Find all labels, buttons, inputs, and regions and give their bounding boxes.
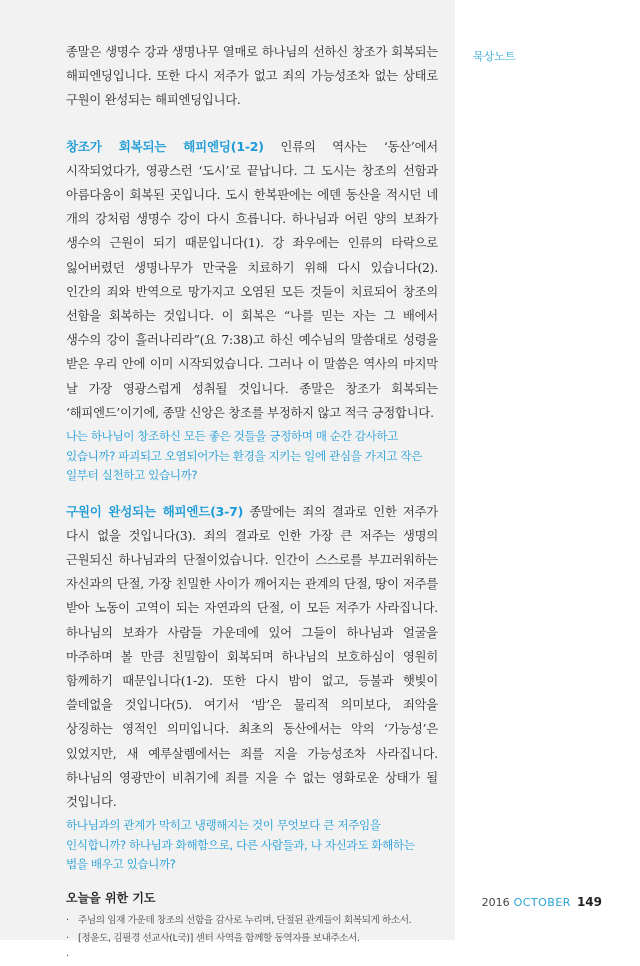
- article-content: [66, 40, 438, 966]
- section-2-paragraph: [66, 500, 438, 815]
- section-1-body: 인류의 역사는 ‘동산’에서 시작되었다가, 영광스런 ‘도시’로 끝납니다. 그 도시는 창조의 선함과 아름다움이 회복된 곳입니다. 도시 한복판에는 에덴 동산을 적시던 네 개의 강처럼 생명수 강이 다시 흐릅니다. 하나님과 어린 양의 보좌가 생수의 근원이 되기 때문입니다(1). 강 좌우에는 인류의 타락으로 잃어버렸던 생명나무가 만국을 치료하기 위해 다시 있습니다(2). 인간의 죄와 반역으로 망가지고 오염된 모든 것들이 치료되어 창조의 선함을 회복하는 것입니다. 이 회복은 “나를 믿는 자는 그 배에서 생수의 강이 흘러나리라”(요 7:38)고 하신 예수님의 말씀대로 성령을 받은 우리 안에 이미 시작되었습니다. 그러나 이 말씀은 역사의 마지막 날 가장 영광스럽게 성취될 것입니다. 종말은 창조가 회복되는 ‘해피엔드’이기에, 종말 신앙은 창조를 부정하지 않고 적극 긍정합니다.: [66, 139, 438, 420]
- prayer-item: [66, 912, 438, 930]
- section-2-body: 종말에는 죄의 결과로 인한 저주가 다시 없을 것입니다(3). 죄의 결과로 인한 가장 큰 저주는 생명의 근원되신 하나님과의 단절이었습니다. 인간이 스스로를 부끄러워하는 자신과의 단절, 가장 친밀한 사이가 깨어지는 관계의 단절, 땅이 저주를 받아 노동이 고역이 되는 자연과의 단절, 이 모든 저주가 사라집니다. 하나님의 보좌가 사람들 가운데에 있어 그들이 하나님과 얼굴을 마주하며 볼 만큼 친밀함이 회복되며 하나님의 보호하심이 영원히 함께하기 때문입니다(1-2). 또한 다시 밤이 없고, 등불과 햇빛이 쓸데없을 것입니다(5). 여기서 ‘밤’은 물리적 의미보다, 죄악을 상징하는 영적인 의미입니다. 최초의 동산에서는 악의 ‘가능성’은 있었지만, 새 예루살렘에서는 죄를 지을 가능성조차 사라집니다. 하나님의 영광만이 비취기에 죄를 지을 수 없는 영화로운 상태가 될 것입니다.: [66, 504, 438, 809]
- section-2-heading: 구원이 완성되는 해피엔드(3-7): [66, 503, 244, 519]
- page-footer: [482, 895, 602, 909]
- bullet-icon: ·: [66, 950, 69, 962]
- sidebar-label: 묵상노트: [473, 50, 516, 63]
- section-1-reflection: 나는 하나님이 창조하신 모든 좋은 것들을 긍정하며 매 순간 감사하고 있습니까? 파괴되고 오염되어가는 환경을 지키는 일에 관심을 가지고 작은 일부터 실천하고 있습니까?: [66, 429, 423, 483]
- bullet-icon: ·: [66, 932, 69, 944]
- prayer-list: [66, 912, 438, 966]
- bullet-icon: ·: [66, 914, 69, 926]
- section-1-heading: 창조가 회복되는 해피엔딩(1-2): [66, 138, 264, 154]
- prayer-item: [66, 930, 438, 948]
- prayer-title: 오늘을 위한 기도: [66, 890, 156, 905]
- section-2-reflection: 하나님과의 관계가 막히고 냉랭해지는 것이 무엇보다 큰 저주임을 인식합니까? 하나님과 화해함으로, 다른 사람들과, 나 자신과도 화해하는 법을 배우고 있습니까?: [66, 818, 415, 872]
- prayer-item-text: 주님의 임재 가운데 창조의 선함을 감사로 누리며, 단절된 관계들이 회복되게 하소서.: [78, 914, 412, 926]
- prayer-item: [66, 948, 438, 966]
- prayer-item-text: [정윤도, 김필경 선교사(L국)] 센터 사역을 함께할 동역자를 보내주소서.: [78, 932, 360, 944]
- footer-year: 2016: [481, 896, 510, 909]
- intro-paragraph: 종말은 생명수 강과 생명나무 열매로 하나님의 선하신 창조가 회복되는 해피엔딩입니다. 또한 다시 저주가 없고 죄의 가능성조차 없는 상태로 구원이 완성되는 해피엔딩입니다.: [66, 45, 438, 108]
- page-number: 149: [576, 895, 602, 909]
- footer-month: OCTOBER: [513, 896, 571, 909]
- section-1-paragraph: [66, 135, 438, 425]
- sidebar-column: [455, 0, 640, 940]
